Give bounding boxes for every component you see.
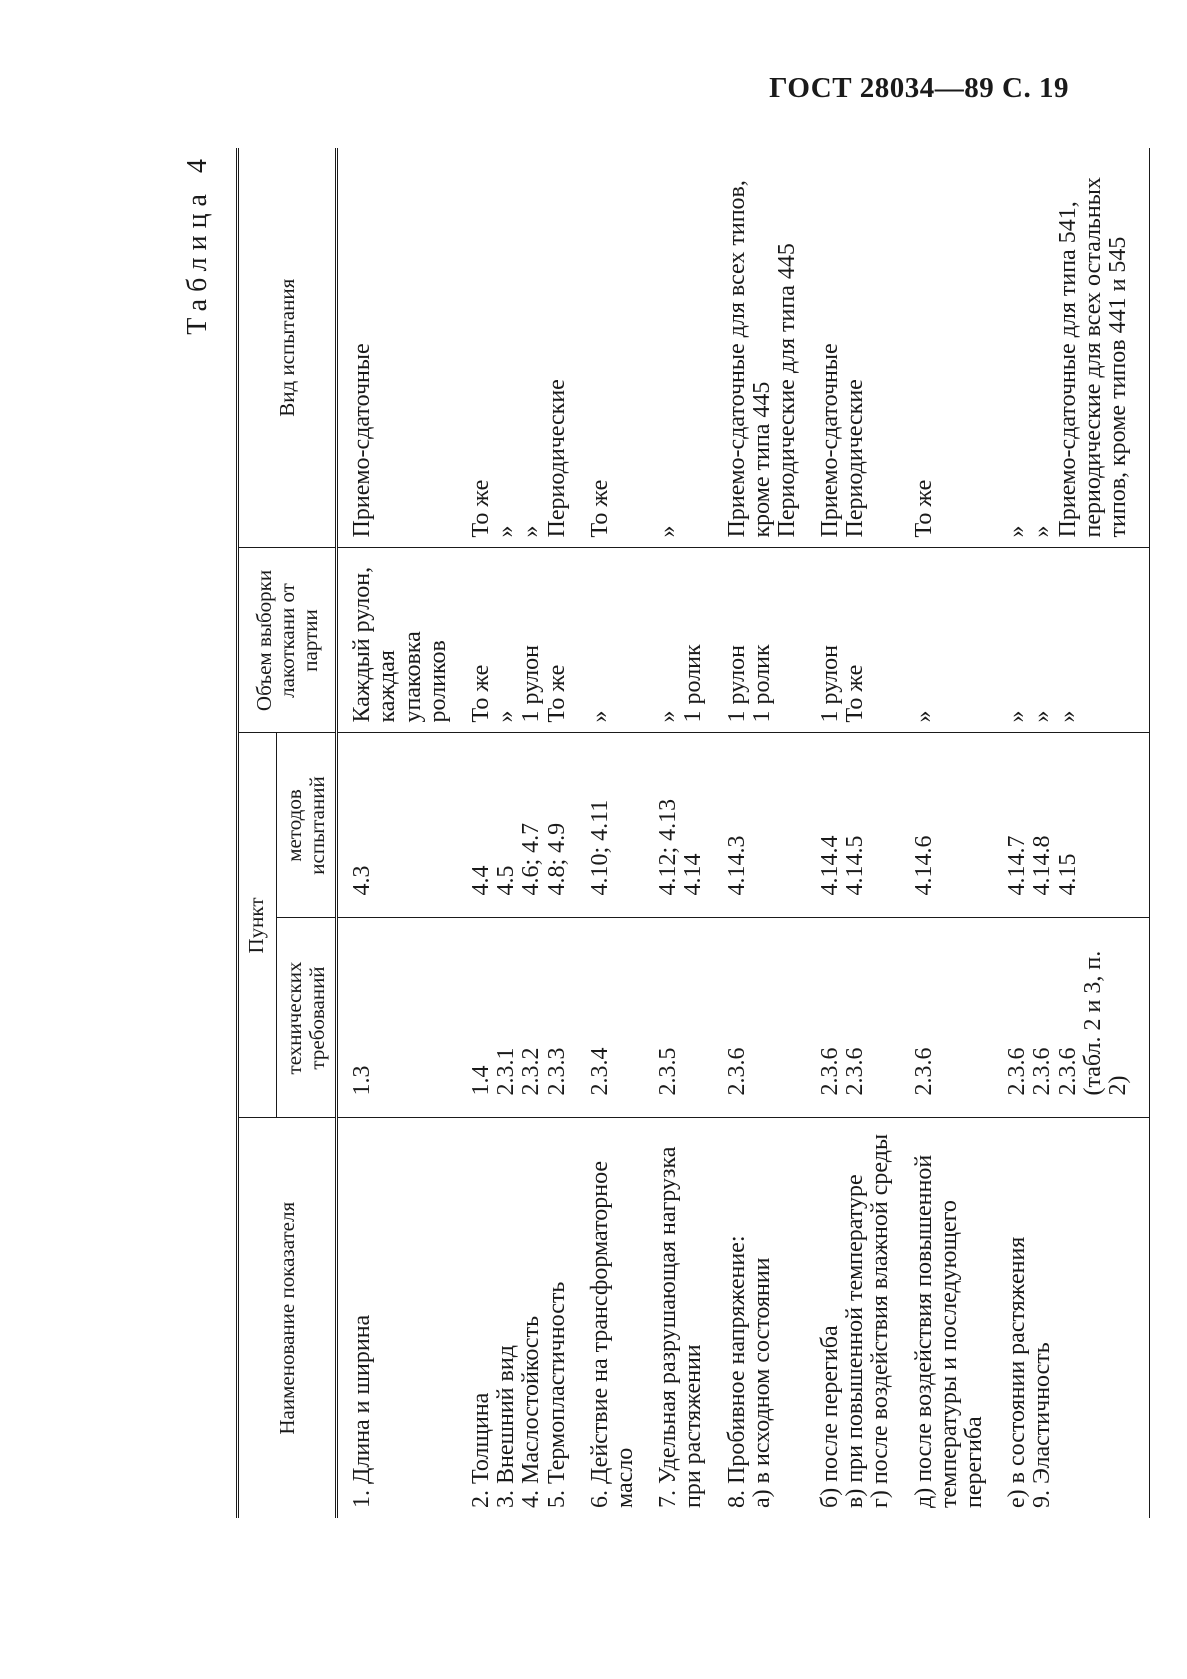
- cell-sample: 1 рулон То же: [818, 548, 912, 733]
- table-row: [588, 148, 656, 1518]
- cell-sample: » » »: [1005, 548, 1149, 733]
- cell-tech: 2.3.6 2.3.6: [818, 918, 912, 1118]
- col-header-test: Вид испытания: [238, 148, 337, 548]
- cell-tech: 1.4 2.3.1 2.3.2 2.3.3: [469, 918, 588, 1118]
- cell-tech: 2.3.6: [725, 918, 819, 1118]
- col-header-tech: технических требований: [277, 918, 337, 1118]
- cell-name: 6. Действие на трансформаторное масло: [586, 1160, 638, 1508]
- cell-test: Приемо-сдаточные: [337, 148, 469, 548]
- table-caption: Таблица 4: [182, 152, 213, 335]
- cell-tech: 2.3.4: [588, 918, 656, 1118]
- cell-test: » » Приемо-сдаточные для типа 541, периодические для всех остальных типов, кроме типов 441 и 545: [1005, 148, 1149, 548]
- cell-test: Приемо-сдаточные для всех типов, кроме типа 445 Периодические для типа 445: [725, 148, 819, 548]
- cell-name: д) после воздействия повышенной температуры и последующего перегиба: [910, 1154, 988, 1508]
- cell-test: То же: [588, 148, 656, 548]
- page-header: ГОСТ 28034—89 С. 19: [769, 72, 1069, 104]
- table-row: [1005, 148, 1149, 1518]
- cell-test: Приемо-сдаточные Периодические: [818, 148, 912, 548]
- cell-tech: 2.3.6 2.3.6 2.3.6 (табл. 2 и 3, п. 2): [1005, 918, 1149, 1118]
- table-header: [238, 148, 337, 1518]
- cell-methods: 4.12; 4.13 4.14: [656, 733, 724, 918]
- cell-tech: 2.3.5: [656, 918, 724, 1118]
- table-container: [236, 148, 1150, 1518]
- cell-methods: 4.14.3: [725, 733, 819, 918]
- table-row: [725, 148, 819, 1518]
- table-row: [656, 148, 724, 1518]
- cell-tech: 1.3: [337, 918, 469, 1118]
- test-table: [236, 148, 1150, 1518]
- cell-sample: 1 рулон 1 ролик: [725, 548, 819, 733]
- cell-test: То же » » Периодические: [469, 148, 588, 548]
- cell-sample: Каждый рулон, каждая упаковка роликов: [337, 548, 469, 733]
- col-header-name: Наименование показателя: [238, 1118, 337, 1518]
- cell-sample: » 1 ролик: [656, 548, 724, 733]
- table-row: [337, 148, 469, 1518]
- cell-name: б) после перегиба в) при повышенной температуре г) после воздействия влажной среды: [817, 1133, 894, 1508]
- cell-sample: »: [912, 548, 1006, 733]
- cell-name: е) в состоянии растяжения 9. Эластичность: [1005, 1118, 1149, 1518]
- cell-sample: »: [588, 548, 656, 733]
- cell-test: То же: [912, 148, 1006, 548]
- cell-methods: 4.3: [337, 733, 469, 918]
- cell-methods: 4.10; 4.11: [588, 733, 656, 918]
- table-row: [818, 148, 912, 1518]
- cell-sample: То же » 1 рулон То же: [469, 548, 588, 733]
- cell-methods: 4.14.4 4.14.5: [818, 733, 912, 918]
- col-group-header-punkt: Пункт: [238, 733, 277, 1118]
- table-body: [337, 148, 1150, 1518]
- table-row: [469, 148, 588, 1518]
- cell-methods: 4.4 4.5 4.6; 4.7 4.8; 4.9: [469, 733, 588, 918]
- cell-methods: 4.14.6: [912, 733, 1006, 918]
- cell-methods: 4.14.7 4.14.8 4.15: [1005, 733, 1149, 918]
- cell-name: 1. Длина и ширина: [349, 1314, 376, 1508]
- col-header-methods: методов испытаний: [277, 733, 337, 918]
- table-row: [912, 148, 1006, 1518]
- cell-name: 7. Удельная разрушающая нагрузка при растяжении: [655, 1146, 707, 1508]
- cell-tech: 2.3.6: [912, 918, 1006, 1118]
- col-header-sample: Объем выборки лакоткани от партии: [238, 548, 337, 733]
- cell-name: 8. Пробивное напряжение: а) в исходном состоянии: [723, 1235, 775, 1508]
- cell-name: 2. Толщина 3. Внешний вид 4. Маслостойкость 5. Термопластичность: [468, 1281, 570, 1508]
- cell-test: »: [656, 148, 724, 548]
- rotated-page-content: [160, 148, 1131, 1518]
